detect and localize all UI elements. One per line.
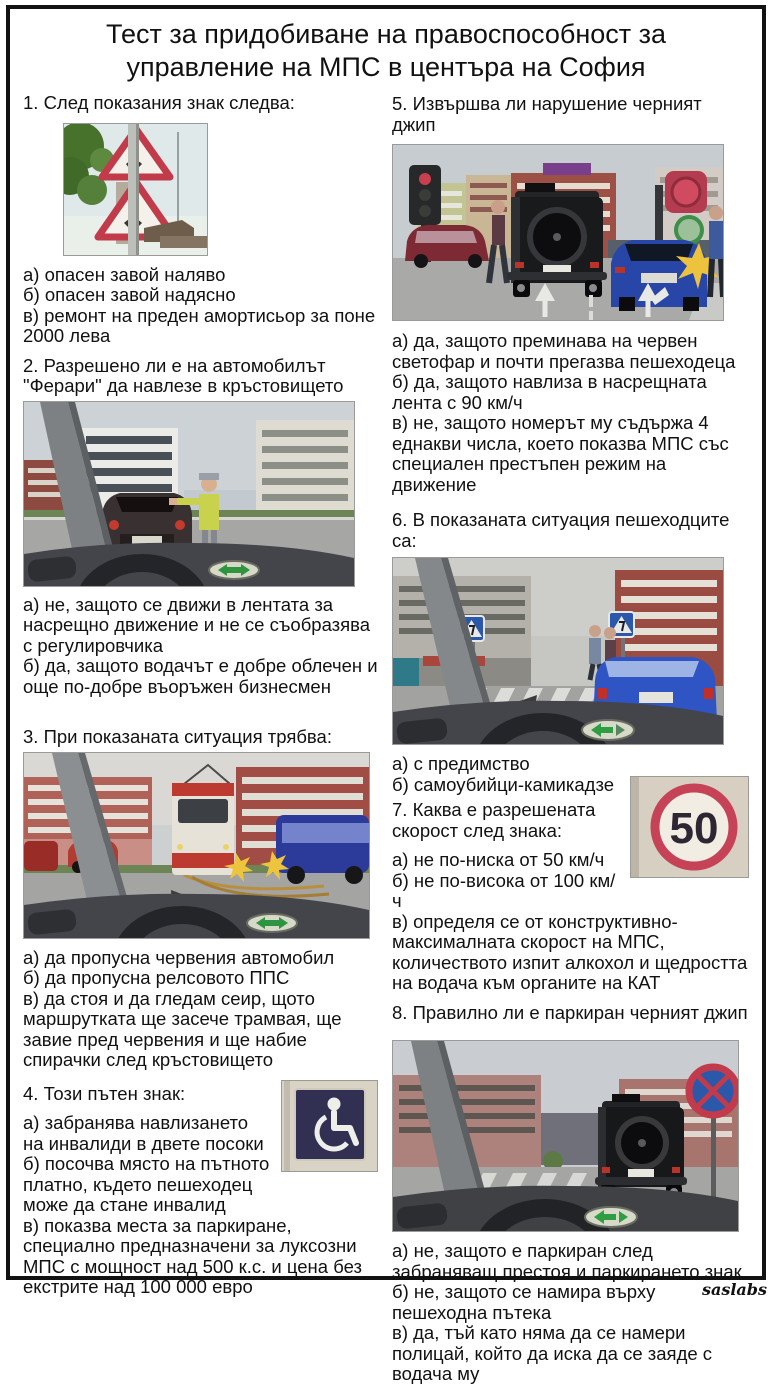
question-4-answer-a: а) забранява навлизането на инвалиди в двете посоки — [23, 1112, 264, 1154]
question-5-scene-black-suv-red-light — [392, 144, 724, 321]
page-title: Тест за придобиване на правоспособност за управление на МПС в центъра на София — [105, 19, 667, 82]
question-6-answer-b: б) самоубийци-камикадзе — [392, 773, 615, 795]
question-2-heading: 2. Разрешено ли е на автомобилът "Ферари" да навлезе в кръстовището — [23, 354, 344, 396]
question-7-answer-c: в) определя се от конструктивно-максималната скорост на МПС, количеството изпит алкохол и щедростта на водача към органите на КАТ — [392, 910, 748, 993]
question-3-scene-tram-intersection — [23, 752, 370, 939]
question-7-heading: 7. Каква е разрешената скорост след знака: — [392, 799, 596, 841]
left-column — [23, 88, 378, 1385]
question-5-heading: 5. Извършва ли нарушение черният джип — [392, 93, 702, 135]
question-3-answer-a: а) да пропусна червения автомобил — [23, 946, 335, 968]
question-5-answer-b: б) да, защото навлиза в насрещната лента с 90 км/ч — [392, 371, 707, 413]
question-8-scene-parked-suv — [392, 1040, 739, 1232]
question-2-answer-b: б) да, защото водачът е добре облечен и още по-добре въоръжен бизнесмен — [23, 655, 378, 697]
question-7-answer-a: а) не по-ниска от 50 км/ч — [392, 849, 605, 870]
question-3-answer-b: б) да пропусна релсовото ППС — [23, 967, 290, 988]
question-7 — [392, 800, 749, 994]
question-7-answer-b: б) не по-висока от 100 км/ч — [392, 869, 616, 911]
question-6 — [392, 510, 749, 795]
question-1-answer-c: в) ремонт на преден амортисьор за поне 2000 лева — [23, 304, 376, 346]
question-6-scene-pedestrian-crossing — [392, 557, 724, 745]
question-8 — [392, 1003, 749, 1385]
question-3-answer-c: в) да стоя и да гледам сеир, щото маршрутката ще засече трамвая, ще завие пред червения и ще набие спирачки след кръстовището — [23, 987, 342, 1070]
question-5-answer-c: в) не, защото номерът му съдържа 4 еднакви числа, което показва МПС със специален престъпен режим на движение — [392, 412, 729, 495]
question-2 — [23, 356, 378, 698]
question-8-heading: 8. Правилно ли е паркиран черният джип — [392, 1001, 748, 1023]
question-4-photo-disabled-sign — [281, 1080, 378, 1172]
question-1-answer-a: а) опасен завой наляво — [23, 263, 226, 285]
question-1 — [23, 93, 378, 347]
author-signature: saslabs — [701, 1280, 767, 1299]
question-6-answer-a: а) с предимство — [392, 753, 530, 774]
question-4-answer-c: в) показва места за паркиране, специално предназначени за луксозни МПС с мощност над 500 к.с. и цена без екстрите над 100 000 евро — [23, 1214, 362, 1297]
question-8-answer-c: в) да, тъй като няма да се намери полицай, който да иска да се заяде с водача му — [392, 1322, 713, 1384]
question-8-answer-a: а) не, защото е паркиран след забраняващ престоя и паркирането знак — [392, 1240, 742, 1282]
question-5-answer-a: а) да, защото преминава на червен светофар и почти прегазва пешеходеца — [392, 330, 736, 372]
question-2-scene-ferrari-intersection — [23, 401, 355, 587]
question-5 — [392, 94, 749, 495]
right-column — [392, 88, 749, 1385]
question-3-heading: 3. При показаната ситуация трябва: — [23, 726, 332, 747]
question-2-answer-a: а) не, защото се движи в лентата за насрещно движение и не се съобразява с регулировчика — [23, 593, 371, 656]
question-4-answer-b: б) посочва място на пътното платно, където пешеходец може да стане инвалид — [23, 1153, 270, 1215]
question-1-heading: 1. След показания знак следва: — [23, 92, 295, 113]
question-1-answer-b: б) опасен завой надясно — [23, 284, 236, 305]
question-8-answer-b: б) не, защото се намира върху пешеходна пътека — [392, 1281, 656, 1323]
question-4 — [23, 1084, 378, 1298]
question-4-heading: 4. Този пътен знак: — [23, 1082, 186, 1104]
question-6-heading: 6. В показаната ситуация пешеходците са: — [392, 509, 730, 551]
question-7-photo-speed-limit-sign — [630, 776, 749, 878]
two-column-layout — [10, 88, 762, 1385]
question-1-photo-warning-signs — [63, 123, 208, 256]
question-3 — [23, 727, 378, 1071]
speed-limit-value: 50 — [669, 804, 719, 853]
